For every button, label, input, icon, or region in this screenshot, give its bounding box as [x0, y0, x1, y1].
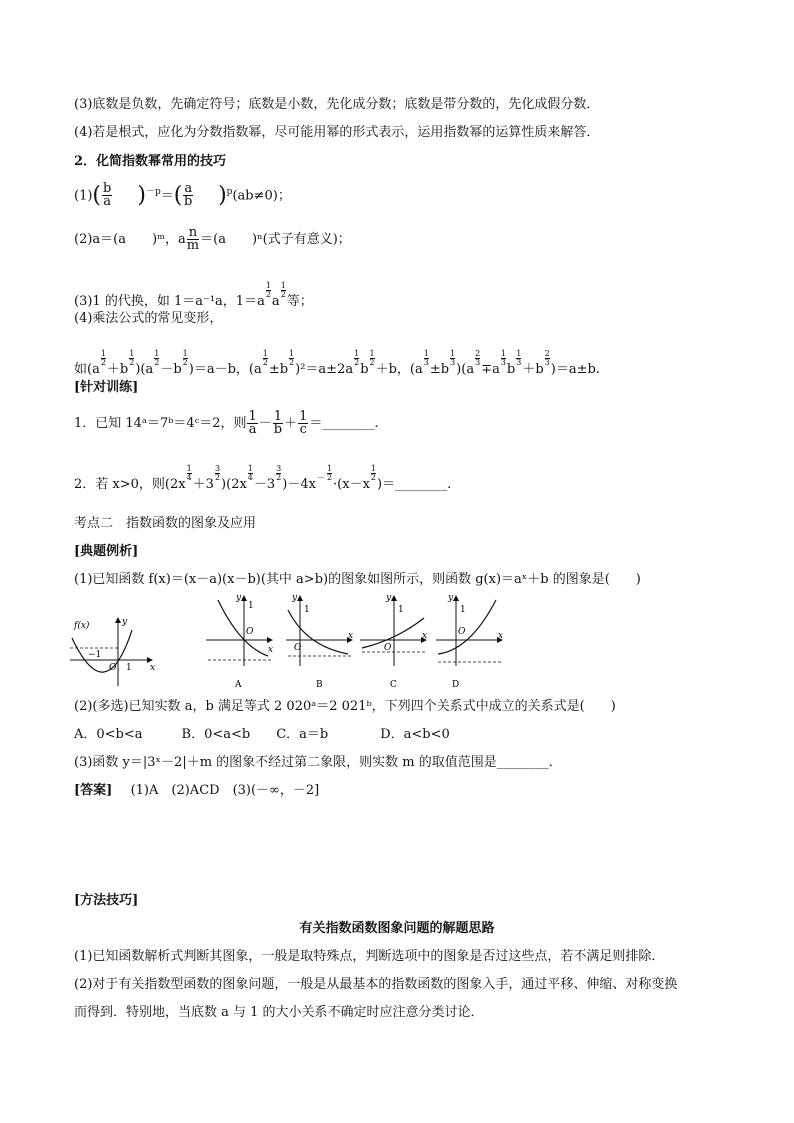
svg-text:D: D: [452, 680, 460, 690]
example-question-3: (3)函数 y＝|3ˣ－2|＋m 的图象不经过第二象限，则实数 m 的取值范围是________．: [74, 755, 562, 770]
svg-text:x: x: [498, 631, 504, 641]
svg-text:A: A: [235, 680, 242, 690]
drill-label: [针对训练]: [74, 380, 139, 395]
graph-choice-c: [360, 593, 427, 690]
answer-line: [74, 783, 319, 799]
svg-text:y: y: [448, 593, 454, 603]
tip-2: (2)a＝(a )ᵐ，a $\frac{n}{m}$ ＝(a )ⁿ(式子有意义)；: [74, 225, 351, 253]
svg-text:1: 1: [398, 605, 404, 615]
tip-1: (1)( $\frac{b}{a}$ )$^{-p}$＝( $\frac{a}{b}$ )$^p$(ab≠0)；: [74, 181, 291, 210]
example-question-2: (2)(多选)已知实数 a，b 满足等式 2 020ᵃ＝2 021ᵇ，下列四个关系式中成立的关系式是( ): [74, 699, 616, 714]
tip-3: (3)1 的代换，如 1＝a⁻¹a，1＝a $\frac{1}{2}$ a $\frac{1}{2}$ 等；: [74, 281, 313, 309]
svg-text:x: x: [422, 631, 428, 641]
example-question-1: (1)已知函数 f(x)＝(x－a)(x－b)(其中 a>b)的图象如图所示，则函数 g(x)＝aˣ＋b 的图象是( ): [74, 572, 641, 587]
svg-text:x: x: [268, 645, 274, 655]
svg-text:O: O: [294, 643, 302, 653]
graph-choice-a: [206, 593, 273, 690]
svg-text:O: O: [384, 643, 392, 653]
drill-question-1: 1．已知 14ᵃ＝7ᵇ＝4ᶜ＝2，则 $\frac{1}{a}$ － $\frac{1}{b}$ ＋ $\frac{1}{c}$ ＝________.: [74, 409, 379, 437]
method-label: [方法技巧]: [74, 893, 139, 908]
function-graphs: [66, 590, 506, 690]
method-line-2b: 而得到．特别地，当底数 a 与 1 的大小关系不确定时应注意分类讨论．: [74, 1005, 484, 1020]
svg-text:O: O: [109, 663, 117, 673]
svg-text:−1: −1: [88, 650, 102, 660]
answer-text: (1)A (2)ACD (3)(－∞，－2]: [130, 783, 320, 798]
method-line-2a: (2)对于有关指数型函数的图象问题，一般是从最基本的指数函数的图象入手，通过平移、伸缩、对称变换: [74, 977, 678, 992]
topic-2-title: 考点二 指数函数的图象及应用: [74, 516, 257, 531]
svg-text:y: y: [122, 617, 128, 627]
svg-text:C: C: [390, 680, 397, 690]
text-line-3: (3)底数是负数，先确定符号；底数是小数，先化成分数；底数是带分数的，先化成假分数．: [74, 97, 600, 112]
graph-choice-d: [436, 593, 503, 690]
example-label: [典题例析]: [74, 544, 139, 559]
svg-text:x: x: [150, 663, 156, 673]
method-title: 有关指数函数图象问题的解题思路: [299, 921, 495, 936]
graph-choice-b: [286, 593, 353, 690]
svg-text:x: x: [348, 631, 354, 641]
svg-text:O: O: [246, 627, 254, 637]
svg-text:1: 1: [126, 663, 132, 673]
svg-text:y: y: [292, 593, 298, 603]
formula-line: 如(a $\frac{1}{2}$ ＋b $\frac{1}{2}$ )(a $\frac{1}{2}$ －b $\frac{1}{2}$ )＝a－b，(a $\frac{1}{2}$ ±b $\frac{1}{2}$ )²＝a±2a $\frac{1}{2}$ b $\frac{1}{2}$ ＋b，(a $\frac{1}{3}$ ±b $\frac{1}{3}$ )(a $\frac{2}{3}$ ∓a $\frac{1}{3}$ b $\frac{1}{3}$ ＋b $\frac{2}{3}$ )＝a±b.: [74, 349, 600, 377]
method-line-1: (1)已知函数解析式判断其图象，一般是取特殊点，判断选项中的图象是否过这些点，若不满足则排除．: [74, 949, 665, 964]
section-heading-2: 2．化简指数幂常用的技巧: [74, 154, 227, 169]
svg-text:B: B: [316, 680, 323, 690]
svg-text:1: 1: [304, 605, 310, 615]
svg-text:y: y: [236, 593, 242, 603]
svg-text:y: y: [386, 593, 392, 603]
svg-text:O: O: [458, 627, 466, 637]
answer-label: [答案]: [74, 783, 113, 798]
svg-text:1: 1: [460, 605, 466, 615]
drill-question-2: 2．若 x>0，则(2x $\frac{1}{4}$ ＋3 $\frac{3}{2}$ )(2x $\frac{1}{4}$ －3 $\frac{3}{2}$ )－4x － $\frac{1}{2}$ ·(x－x $\frac{1}{2}$ )＝________.: [74, 464, 452, 492]
tip-4: (4)乘法公式的常见变形，: [74, 311, 223, 326]
graph-fx: [70, 617, 155, 686]
example-question-2-options: A．0<b<a B．0<a<b C．a＝b D．a<b<0: [74, 727, 450, 742]
text-line-4: (4)若是根式，应化为分数指数幂，尽可能用幂的形式表示，运用指数幂的运算性质来解答．: [74, 125, 600, 140]
fx-label: f(x): [74, 621, 90, 631]
svg-text:1: 1: [248, 601, 254, 611]
